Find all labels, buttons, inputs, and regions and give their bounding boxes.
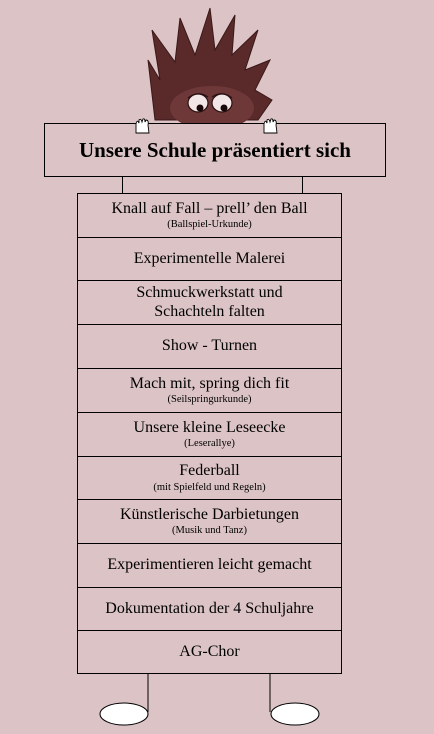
item-title: Künstlerische Darbietungen: [119, 505, 300, 523]
item-subtitle: (Seilspringurkunde): [167, 394, 252, 406]
item-title-line2: Schachteln falten: [154, 302, 265, 320]
left-connector: [122, 177, 123, 193]
mascot-illustration: [0, 0, 434, 130]
list-item: [78, 238, 341, 281]
item-subtitle: (mit Spielfeld und Regeln): [153, 481, 266, 493]
list-item: [78, 325, 341, 369]
list-item: [78, 369, 341, 413]
activity-board: [77, 193, 342, 674]
item-title: Experimentelle Malerei: [133, 249, 286, 267]
item-title: Mach mit, spring dich fit: [129, 374, 290, 392]
right-connector: [302, 177, 303, 193]
item-title: Schmuckwerkstatt und: [136, 284, 283, 302]
list-item: [78, 413, 341, 457]
item-title: Show - Turnen: [161, 337, 258, 355]
item-subtitle: (Ballspiel-Urkunde): [167, 219, 252, 231]
left-hand-icon: [133, 118, 153, 134]
item-title: Dokumentation der 4 Schuljahre: [105, 599, 314, 617]
item-title: Federball: [179, 462, 240, 480]
list-item: [78, 544, 341, 588]
left-foot: [100, 703, 148, 725]
list-item: [78, 588, 341, 631]
list-item: [78, 281, 341, 325]
right-foot: [271, 703, 319, 725]
item-title: AG-Chor: [179, 642, 240, 660]
list-item: [78, 457, 341, 500]
page-title: Unsere Schule präsentiert sich: [44, 123, 386, 177]
item-title: Knall auf Fall – prell’ den Ball: [111, 199, 308, 217]
item-subtitle: (Musik und Tanz): [172, 525, 247, 537]
item-title: Unsere kleine Leseecke: [133, 418, 286, 436]
list-item: [78, 500, 341, 544]
list-item: [78, 194, 341, 238]
item-subtitle: (Leserallye): [184, 438, 235, 450]
right-hand-icon: [261, 118, 281, 134]
item-title: Experimentieren leicht gemacht: [107, 556, 312, 574]
list-item: [78, 631, 341, 673]
